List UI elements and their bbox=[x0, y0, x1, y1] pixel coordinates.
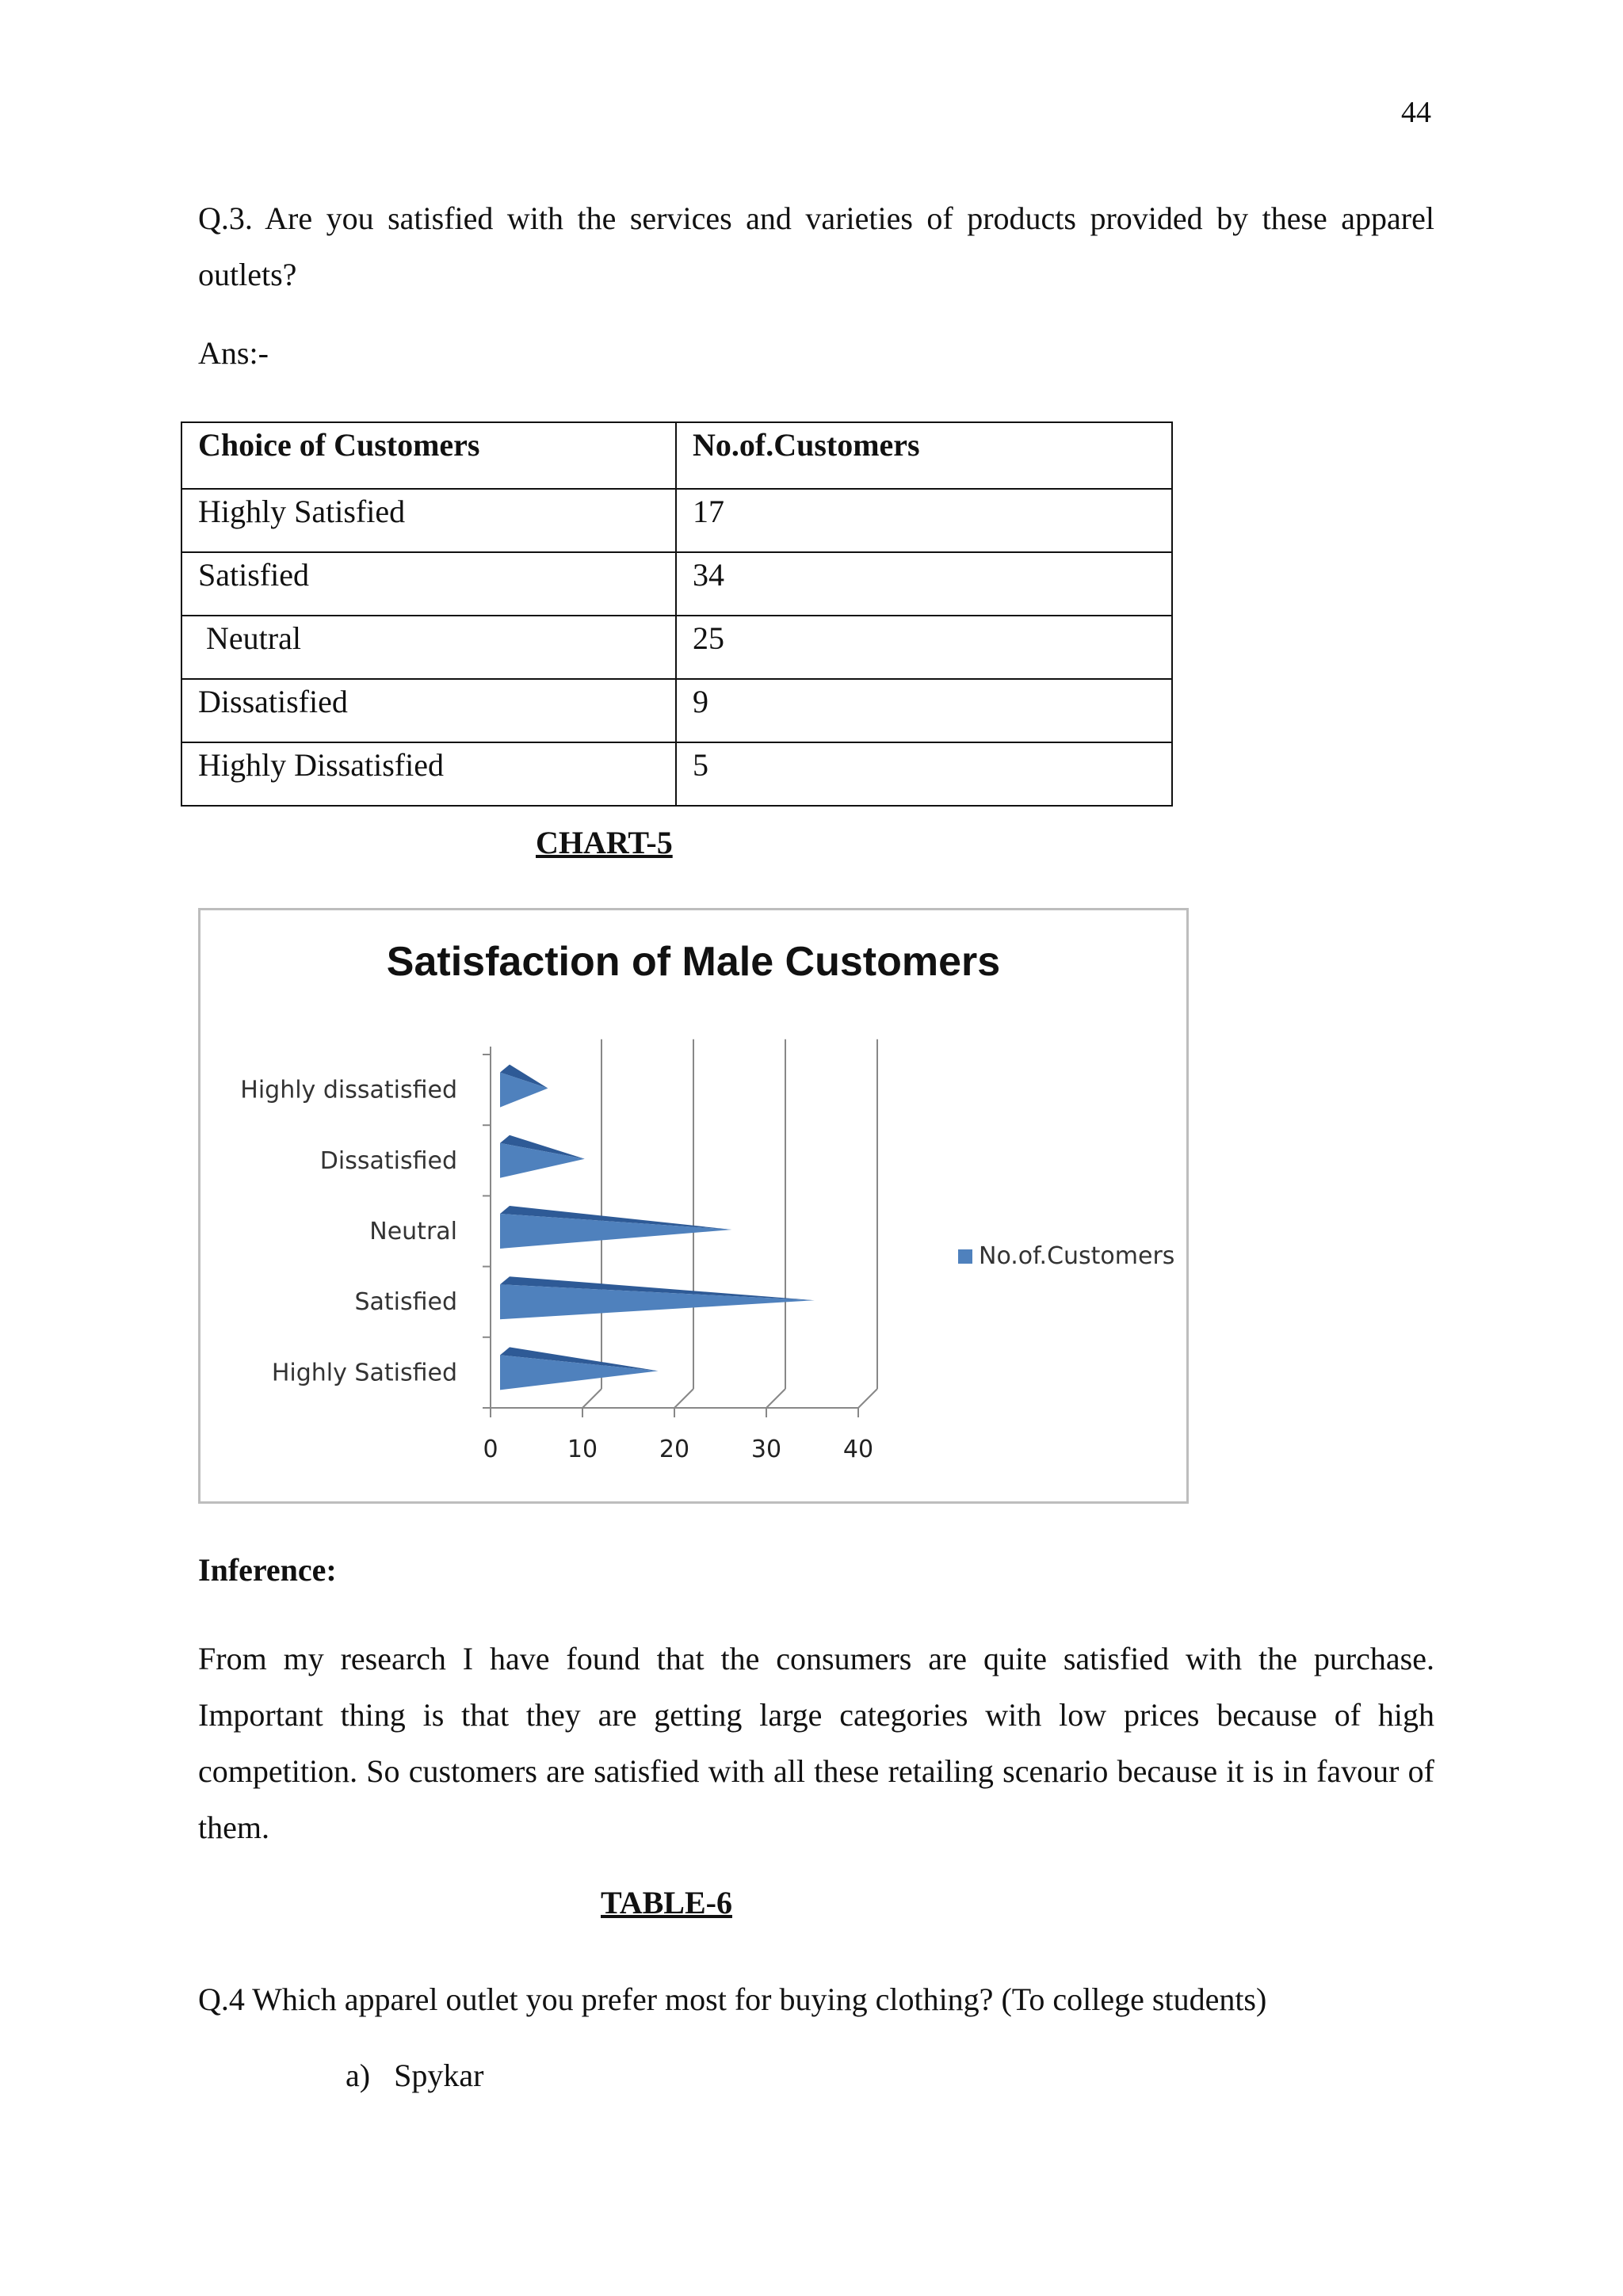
table-cell-choice: Dissatisfied bbox=[181, 679, 676, 742]
y-tick-label: Highly Satisfied bbox=[271, 1359, 457, 1387]
table-caption: TABLE-6 bbox=[601, 1885, 732, 1920]
table-cell-count: 17 bbox=[676, 489, 1172, 552]
gridline-floor bbox=[766, 1389, 785, 1408]
table-cell-choice: Neutral bbox=[181, 616, 676, 679]
table-row bbox=[181, 679, 1172, 742]
x-tick-label: 20 bbox=[659, 1436, 690, 1463]
x-tick-label: 10 bbox=[567, 1436, 598, 1463]
table-cell-count: 5 bbox=[676, 742, 1172, 806]
chart-title: Satisfaction of Male Customers bbox=[386, 939, 1001, 985]
answer-label: Ans:- bbox=[198, 335, 269, 371]
response-table bbox=[181, 421, 1173, 807]
chart-caption: CHART-5 bbox=[536, 825, 673, 860]
legend-label: No.of.Customers bbox=[979, 1242, 1175, 1270]
x-tick-label: 30 bbox=[750, 1436, 782, 1463]
y-tick-label: Highly dissatisfied bbox=[240, 1076, 457, 1104]
gridline-floor bbox=[674, 1389, 693, 1408]
table-row bbox=[181, 616, 1172, 679]
gridline-floor bbox=[582, 1389, 601, 1408]
y-tick-label: Satisfied bbox=[354, 1288, 457, 1317]
x-tick-label: 0 bbox=[483, 1436, 498, 1463]
table-cell-choice: Satisfied bbox=[181, 552, 676, 616]
question-4: Q.4 Which apparel outlet you prefer most for buying clothing? (To college students) bbox=[198, 1981, 1267, 2017]
chart-container bbox=[198, 908, 1189, 1504]
table-cell-count: 25 bbox=[676, 616, 1172, 679]
inference-text: From my research I have found that the consumers are quite satisfied with the purchase. Important thing is that they are getting large categories with low prices because of high competition. So customers are satisfied with all these retailing scenario because it is in favour of them. bbox=[198, 1641, 1434, 1845]
table-cell-choice: Highly Dissatisfied bbox=[181, 742, 676, 806]
table-row bbox=[181, 489, 1172, 552]
table-header-choice: Choice of Customers bbox=[181, 422, 676, 489]
bar-chart bbox=[200, 910, 1186, 1501]
y-tick-label: Neutral bbox=[369, 1218, 457, 1245]
question-3: Q.3. Are you satisfied with the services and varieties of products provided by these apparel outlets? bbox=[198, 200, 1434, 292]
table-header-count: No.of.Customers bbox=[676, 422, 1172, 489]
table-cell-count: 9 bbox=[676, 679, 1172, 742]
option-a: a) Spykar bbox=[346, 2058, 484, 2093]
table-cell-choice: Highly Satisfied bbox=[181, 489, 676, 552]
x-tick-label: 40 bbox=[842, 1436, 874, 1463]
table-cell-count: 34 bbox=[676, 552, 1172, 616]
table-header-row bbox=[181, 422, 1172, 489]
gridline-floor bbox=[858, 1389, 877, 1408]
page-number: 44 bbox=[1401, 96, 1431, 129]
table-row bbox=[181, 742, 1172, 806]
legend-swatch bbox=[958, 1249, 972, 1264]
inference-title: Inference: bbox=[198, 1552, 337, 1588]
y-tick-label: Dissatisfied bbox=[319, 1146, 457, 1175]
table-row bbox=[181, 552, 1172, 616]
